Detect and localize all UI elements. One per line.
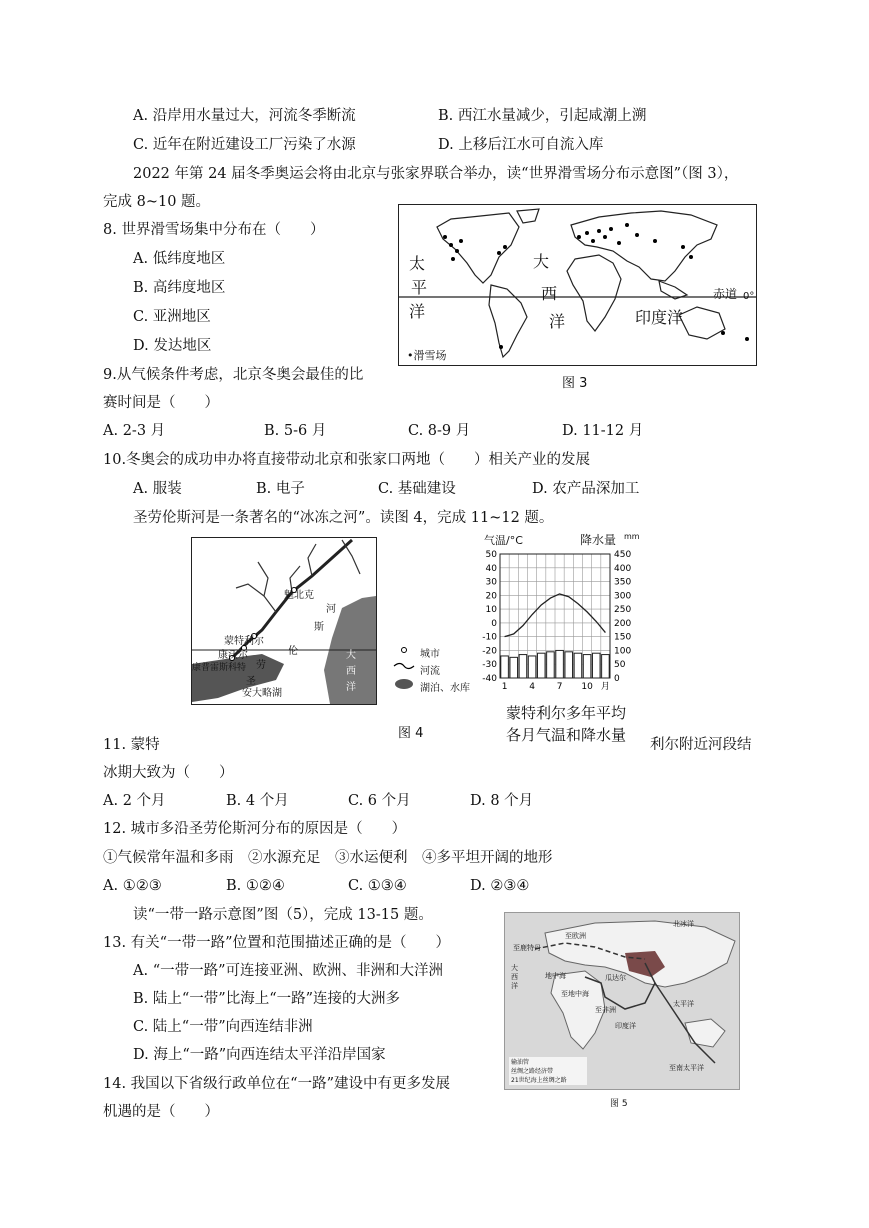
ski-resort-legend: •滑雪场 xyxy=(407,349,447,362)
to-africa-label: 至非洲 xyxy=(595,1006,616,1014)
figure-3-world-map xyxy=(398,204,757,366)
temp-tick-label: 40 xyxy=(485,563,497,574)
pacific-char-2: 平 xyxy=(411,278,428,297)
pacific-label-fig5: 太平洋 xyxy=(673,1000,694,1008)
precip-tick-label: 200 xyxy=(614,618,632,629)
precip-tick-label: 250 xyxy=(614,605,632,616)
q8-option-d: D. 发达地区 xyxy=(133,338,212,354)
q14-stem-line1: 14. 我国以下省级行政单位在“一路”建设中有更多发展 xyxy=(103,1076,450,1092)
q10-option-a: A. 服装 xyxy=(133,481,182,497)
legend-pipeline: 输油管 xyxy=(511,1059,530,1066)
temp-tick-label: 30 xyxy=(485,577,497,588)
precip-bar xyxy=(602,655,610,678)
precip-tick-label: 300 xyxy=(614,591,632,602)
atlantic-char-b: 西 xyxy=(346,666,356,677)
x-tick-label: 4 xyxy=(529,682,535,692)
lake-symbol xyxy=(395,679,413,689)
precip-tick-label: 100 xyxy=(614,646,632,657)
precip-axis-label: 降水量 xyxy=(580,533,617,547)
q9-option-a: A. 2-3 月 xyxy=(103,423,166,439)
world-map-outline xyxy=(399,205,756,365)
atlantic-char-a: 大 xyxy=(346,650,356,661)
q11-stem-start: 11. 蒙特 xyxy=(103,737,160,753)
pacific-char-3: 洋 xyxy=(409,302,426,321)
q9-option-b: B. 5-6 月 xyxy=(264,423,327,439)
precip-bar xyxy=(537,653,545,678)
precip-tick-label: 450 xyxy=(614,550,632,560)
precip-bar xyxy=(519,655,527,678)
to-rotterdam-label: 至鹿特丹 xyxy=(513,944,541,952)
q11-option-b: B. 4 个月 xyxy=(226,793,289,809)
pacific-char-1: 太 xyxy=(409,254,426,273)
precip-tick-label: 0 xyxy=(614,674,620,684)
q11-option-a: A. 2 个月 xyxy=(103,793,166,809)
q10-option-b: B. 电子 xyxy=(256,481,305,497)
legend-maritime-road: 21世纪海上丝绸之路 xyxy=(511,1077,567,1084)
legend-silk-belt: 丝绸之路经济带 xyxy=(511,1068,554,1075)
lake-ontario-label: 安大略湖 xyxy=(242,688,282,699)
precip-tick-label: 350 xyxy=(614,577,632,588)
river-char-lao: 劳 xyxy=(256,660,266,671)
climate-chart xyxy=(470,546,650,696)
q7-option-c: C. 近年在附近建设工厂污染了水源 xyxy=(133,137,356,153)
figure-4-river-map xyxy=(191,537,377,705)
legend-lake: 湖泊、水库 xyxy=(420,683,470,694)
zero-degree-label: 0° xyxy=(743,291,755,302)
figure-5-belt-road-map xyxy=(504,912,740,1090)
precip-bar xyxy=(510,657,518,678)
equator-label: 赤道 xyxy=(713,287,738,301)
q14-stem-line2: 机遇的是（ ） xyxy=(103,1104,219,1120)
q12-reasons: ①气候常年温和多雨 ②水源充足 ③水运便利 ④多平坦开阔的地形 xyxy=(103,850,553,866)
x-tick-label: 月 xyxy=(600,682,610,692)
atlantic-c: 洋 xyxy=(511,982,518,990)
intro-8-10-line2: 完成 8~10 题。 xyxy=(103,194,211,210)
q12-option-c: C. ①③④ xyxy=(348,878,407,894)
intro-11-12: 圣劳伦斯河是一条著名的“冰冻之河”。读图 4，完成 11~12 题。 xyxy=(133,510,554,526)
temp-tick-label: 20 xyxy=(485,591,497,602)
x-tick-label: 7 xyxy=(556,682,563,692)
intro-13-15: 读“一带一路示意图”图（5），完成 13-15 题。 xyxy=(133,907,433,923)
fig5-legend xyxy=(509,1057,587,1085)
to-south-pacific-label: 至南太平洋 xyxy=(669,1064,704,1072)
q9-stem-line1: 9.从气候条件考虑，北京冬奥会最佳的比 xyxy=(103,367,364,383)
prescott-label: 康普雷斯科特 xyxy=(192,663,247,673)
precip-tick-label: 150 xyxy=(614,632,632,643)
gwadar-label: 瓜达尔 xyxy=(605,974,626,982)
temp-tick-label: -40 xyxy=(482,674,497,684)
q11-option-c: C. 6 个月 xyxy=(348,793,411,809)
q8-stem: 8. 世界滑雪场集中分布在（ ） xyxy=(103,222,325,238)
to-europe-label: 至欧洲 xyxy=(565,932,586,940)
river-char-si: 斯 xyxy=(314,622,324,633)
legend-river: 河流 xyxy=(420,666,440,677)
q12-option-d: D. ②③④ xyxy=(470,878,530,894)
q10-option-d: D. 农产品深加工 xyxy=(532,481,640,497)
arctic-ocean-label: 北冰洋 xyxy=(673,920,694,928)
indian-ocean-label-fig5: 印度洋 xyxy=(615,1022,636,1030)
precip-bar xyxy=(574,653,582,678)
precip-bar xyxy=(592,653,600,678)
chart-caption-line2: 各月气温和降水量 xyxy=(506,726,627,744)
q11-stem-end: 利尔附近河段结 xyxy=(650,737,752,753)
cornwall-label: 康沃尔 xyxy=(218,650,248,661)
temp-tick-label: 10 xyxy=(485,605,497,616)
q13-stem: 13. 有关“一带一路”位置和范围描述正确的是（ ） xyxy=(103,935,450,951)
q9-option-c: C. 8-9 月 xyxy=(408,423,471,439)
q7-option-d: D. 上移后江水可自流入库 xyxy=(438,137,604,153)
chart-caption-line1: 蒙特利尔多年平均 xyxy=(506,704,627,722)
mediterranean-label: 地中海 xyxy=(545,972,566,980)
q13-option-c: C. 陆上“一带”向西连结非洲 xyxy=(133,1019,313,1035)
river-label-he: 河 xyxy=(326,604,336,615)
q7-option-b: B. 西江水量减少，引起咸潮上溯 xyxy=(438,108,647,124)
atlantic-char-c: 洋 xyxy=(346,682,356,693)
q12-option-a: A. ①②③ xyxy=(103,878,162,894)
q11-option-d: D. 8 个月 xyxy=(470,793,534,809)
temp-tick-label: 50 xyxy=(485,550,497,560)
q10-stem: 10.冬奥会的成功申办将直接带动北京和张家口两地（ ）相关产业的发展 xyxy=(103,452,591,468)
precip-bar xyxy=(565,652,573,678)
q10-option-c: C. 基础建设 xyxy=(378,481,456,497)
atlantic-a: 大 xyxy=(511,964,518,972)
q11-stem-line2: 冰期大致为（ ） xyxy=(103,765,234,781)
figure-3-caption: 图 3 xyxy=(562,376,588,391)
precip-tick-label: 50 xyxy=(614,660,626,671)
city-symbol xyxy=(402,648,407,653)
temp-tick-label: 0 xyxy=(491,618,497,629)
q8-option-c: C. 亚洲地区 xyxy=(133,309,211,325)
indian-ocean-label: 印度洋 xyxy=(635,308,684,327)
atlantic-b: 西 xyxy=(511,973,518,981)
fig4-legend-symbols xyxy=(392,644,416,694)
temp-tick-label: -10 xyxy=(482,632,497,643)
river-symbol xyxy=(394,664,414,669)
atlantic-char-1: 大 xyxy=(533,252,550,271)
q13-option-b: B. 陆上“一带”比海上“一路”连接的大洲多 xyxy=(133,991,401,1007)
x-tick-label: 10 xyxy=(581,682,593,692)
precip-bar xyxy=(583,655,591,678)
q13-option-a: A. “一带一路”可连接亚洲、欧洲、非洲和大洋洲 xyxy=(133,963,444,979)
q12-option-b: B. ①②④ xyxy=(226,878,285,894)
river-char-lun: 伦 xyxy=(288,646,298,657)
q9-option-d: D. 11-12 月 xyxy=(562,423,644,439)
q8-option-a: A. 低纬度地区 xyxy=(133,251,226,267)
montreal-label: 蒙特利尔 xyxy=(224,636,264,647)
temp-tick-label: -30 xyxy=(482,660,497,671)
q7-option-a: A. 沿岸用水量过大，河流冬季断流 xyxy=(133,108,356,124)
precip-bar xyxy=(556,650,564,678)
precip-bar xyxy=(528,656,536,678)
atlantic-char-3: 洋 xyxy=(549,312,566,331)
atlantic-char-2: 西 xyxy=(541,284,558,303)
legend-city: 城市 xyxy=(420,649,440,660)
precip-axis-unit: mm xyxy=(624,532,640,541)
temp-tick-label: -20 xyxy=(482,646,497,657)
q12-stem: 12. 城市多沿圣劳伦斯河分布的原因是（ ） xyxy=(103,821,407,837)
q8-option-b: B. 高纬度地区 xyxy=(133,280,226,296)
saint-char: 圣 xyxy=(246,676,256,687)
to-mediterranean-label: 至地中海 xyxy=(561,990,589,998)
figure-5-caption: 图 5 xyxy=(610,1099,628,1109)
figure-4-caption: 图 4 xyxy=(398,726,424,741)
x-tick-label: 1 xyxy=(501,682,508,692)
intro-8-10-line1: 2022 年第 24 届冬季奥运会将由北京与张家界联合举办，读“世界滑雪场分布示意图”（图 3）， xyxy=(133,166,739,182)
q13-option-d: D. 海上“一路”向西连结太平洋沿岸国家 xyxy=(133,1047,386,1063)
quebec-label: 魁北克 xyxy=(284,590,314,601)
temp-axis-label: 气温/°C xyxy=(484,534,523,547)
precip-bar xyxy=(501,656,509,678)
precip-bar xyxy=(547,652,555,678)
precip-tick-label: 400 xyxy=(614,563,632,574)
q9-stem-line2: 赛时间是（ ） xyxy=(103,395,219,411)
